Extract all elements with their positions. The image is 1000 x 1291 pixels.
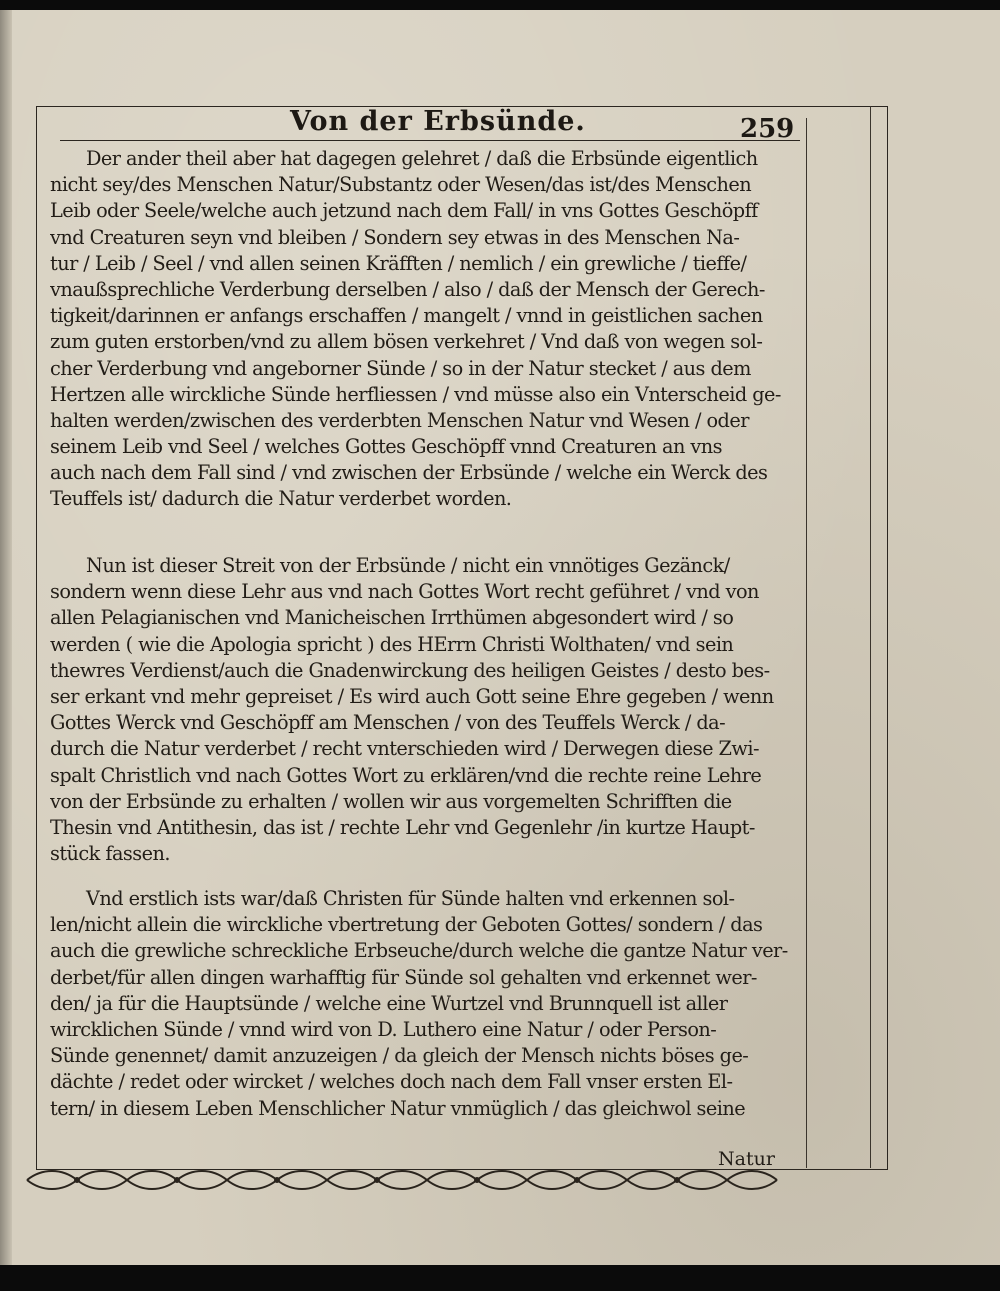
page-left-edge xyxy=(0,10,12,1265)
catchword: Natur xyxy=(718,1148,775,1170)
text-line: stück fassen. xyxy=(50,842,170,866)
text-line: nicht sey/des Menschen Natur/Substantz oder Wesen/das ist/des Menschen xyxy=(50,173,752,197)
text-line: derbet/für allen dingen warhafftig für Sünde sol gehalten vnd erkennet wer- xyxy=(50,965,757,989)
text-line: len/nicht allein die wirckliche vbertretung der Geboten Gottes/ sondern / das xyxy=(50,913,763,937)
text-line: Teuffels ist/ dadurch die Natur verderbet worden. xyxy=(50,487,512,511)
text-line: wircklichen Sünde / vnnd wird von D. Luthero eine Natur / oder Person- xyxy=(50,1017,717,1041)
text-line: Thesin vnd Antithesin, das ist / rechte Lehr vnd Gegenlehr /in kurtze Haupt- xyxy=(50,815,755,839)
text-line: durch die Natur verderbet / recht vnterschieden wird / Derwegen diese Zwi- xyxy=(50,737,759,761)
text-line: spalt Christlich vnd nach Gottes Wort zu erklären/vnd die rechte reine Lehre xyxy=(50,763,762,787)
text-line: auch nach dem Fall sind / vnd zwischen der Erbsünde / welche ein Werck des xyxy=(50,461,768,485)
header-rule xyxy=(60,140,800,141)
text-line: ser erkant vnd mehr gepreiset / Es wird auch Gott seine Ehre gegeben / wenn xyxy=(50,684,774,708)
page-border-right xyxy=(870,106,879,1168)
text-line: Vnd erstlich ists war/daß Christen für Sünde halten vnd erkennen sol- xyxy=(86,887,735,910)
text-line: cher Verderbung vnd angeborner Sünde / so in der Natur stecket / aus dem xyxy=(50,356,751,380)
text-line: vnd Creaturen seyn vnd bleiben / Sondern sey etwas in des Menschen Na- xyxy=(50,225,740,249)
text-line: dächte / redet oder wircket / welches doch nach dem Fall vnser ersten El- xyxy=(50,1070,733,1094)
text-line: tern/ in diesem Leben Menschlicher Natur vnmüglich / das gleichwol seine xyxy=(50,1096,746,1120)
text-line: allen Pelagianischen vnd Manicheischen Irrthümen abgesondert wird / so xyxy=(50,606,734,630)
text-line: Nun ist dieser Streit von der Erbsünde / nicht ein vnnötiges Gezänck/ xyxy=(86,554,730,577)
text-line: Leib oder Seele/welche auch jetzund nach dem Fall/ in vns Gottes Geschöpff xyxy=(50,199,758,223)
text-line: tur / Leib / Seel / vnd allen seinen Kräfften / nemlich / ein grewliche / tieffe/ xyxy=(50,251,747,275)
text-line: den/ ja für die Hauptsünde / welche eine Wurtzel vnd Brunnquell ist aller xyxy=(50,991,728,1015)
page-number: 259 xyxy=(740,114,795,144)
text-line: zum guten erstorben/vnd zu allem bösen verkehret / Vnd daß von wegen sol- xyxy=(50,330,763,354)
running-head: Von der Erbsünde. xyxy=(290,106,586,137)
text-line: vnaußsprechliche Verderbung derselben / also / daß der Mensch der Gerech- xyxy=(50,277,765,301)
text-line: Hertzen alle wirckliche Sünde herfliessen / vnd müsse also ein Vnterscheid ge- xyxy=(50,382,781,406)
paragraph-1 xyxy=(50,146,795,513)
text-line: werden ( wie die Apologia spricht ) des HErrn Christi Wolthaten/ vnd sein xyxy=(50,632,734,656)
text-line: halten werden/zwischen des verderbten Menschen Natur vnd Wesen / oder xyxy=(50,408,749,432)
text-border-right xyxy=(806,118,809,1168)
ornament-band xyxy=(22,1160,792,1200)
text-line: tigkeit/darinnen er anfangs erschaffen / mangelt / vnnd in geistlichen sachen xyxy=(50,304,763,328)
text-line: von der Erbsünde zu erhalten / wollen wir aus vorgemelten Schrifften die xyxy=(50,789,732,813)
text-line: Sünde genennet/ damit anzuzeigen / da gleich der Mensch nichts böses ge- xyxy=(50,1044,749,1068)
text-line: Gottes Werck vnd Geschöpff am Menschen / von des Teuffels Werck / da- xyxy=(50,711,726,735)
text-line: sondern wenn diese Lehr aus vnd nach Gottes Wort recht geführet / vnd von xyxy=(50,580,759,604)
text-line: auch die grewliche schreckliche Erbseuche/durch welche die gantze Natur ver- xyxy=(50,939,788,963)
paragraph-3 xyxy=(50,886,795,1122)
book-page xyxy=(0,10,1000,1265)
paragraph-2 xyxy=(50,553,795,867)
text-line: thewres Verdienst/auch die Gnadenwirckung des heiligen Geistes / desto bes- xyxy=(50,658,770,682)
text-line: Der ander theil aber hat dagegen gelehret / daß die Erbsünde eigentlich xyxy=(86,147,758,170)
text-line: seinem Leib vnd Seel / welches Gottes Geschöpff vnnd Creaturen an vns xyxy=(50,435,722,459)
